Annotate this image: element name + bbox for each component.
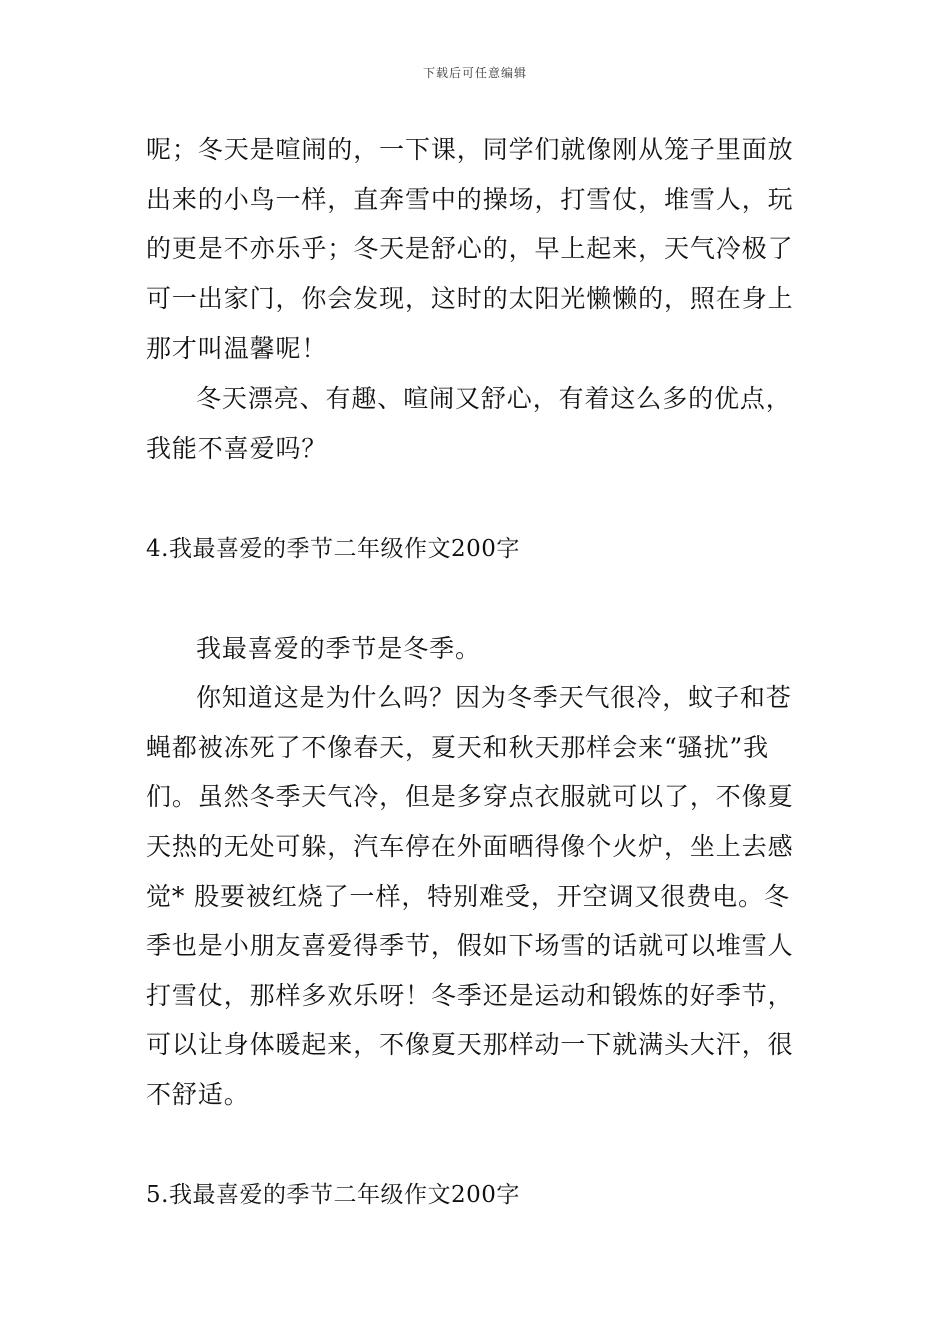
text-line: 们。虽然冬季天气冷，但是多穿点衣服就可以了，不像夏: [146, 782, 794, 811]
text-line: 我能不喜爱吗？: [146, 434, 328, 463]
text-line: 打雪仗，那样多欢乐呀！冬季还是运动和锻炼的好季节，: [146, 981, 794, 1010]
text-line: 蝇都被冻死了不像春天，夏天和秋天那样会来“骚扰”我: [146, 733, 770, 762]
section-heading: 5.我最喜爱的季节二年级作文200字: [146, 1182, 520, 1208]
text-line: 我最喜爱的季节是冬季。: [196, 634, 481, 663]
text-line: 呢；冬天是喧闹的，一下课，同学们就像刚从笼子里面放: [146, 135, 794, 164]
header-note: 下载后可任意编辑: [422, 66, 527, 80]
text-line: 的更是不亦乐乎；冬天是舒心的，早上起来，天气冷极了: [146, 234, 794, 263]
text-line: 冬天漂亮、有趣、喧闹又舒心，有着这么多的优点，: [196, 384, 792, 413]
text-line: 可以让身体暖起来，不像夏天那样动一下就满头大汗，很: [146, 1030, 794, 1059]
text-line: 季也是小朋友喜爱得季节，假如下场雪的话就可以堆雪人: [146, 931, 794, 960]
section-heading: 4.我最喜爱的季节二年级作文200字: [146, 536, 520, 562]
text-line: 不舒适。: [146, 1080, 250, 1109]
text-line: 出来的小鸟一样，直奔雪中的操场，打雪仗，堆雪人，玩: [146, 185, 794, 214]
text-line: 你知道这是为什么吗？因为冬季天气很冷，蚊子和苍: [196, 683, 792, 712]
text-line: 可一出家门，你会发现，这时的太阳光懒懒的，照在身上: [146, 284, 794, 313]
text-line: 天热的无处可躲，汽车停在外面晒得像个火炉，坐上去感: [146, 832, 794, 861]
text-line: 那才叫温馨呢！: [146, 334, 328, 363]
text-line: 觉* 股要被红烧了一样，特别难受，开空调又很费电。冬: [146, 882, 790, 911]
